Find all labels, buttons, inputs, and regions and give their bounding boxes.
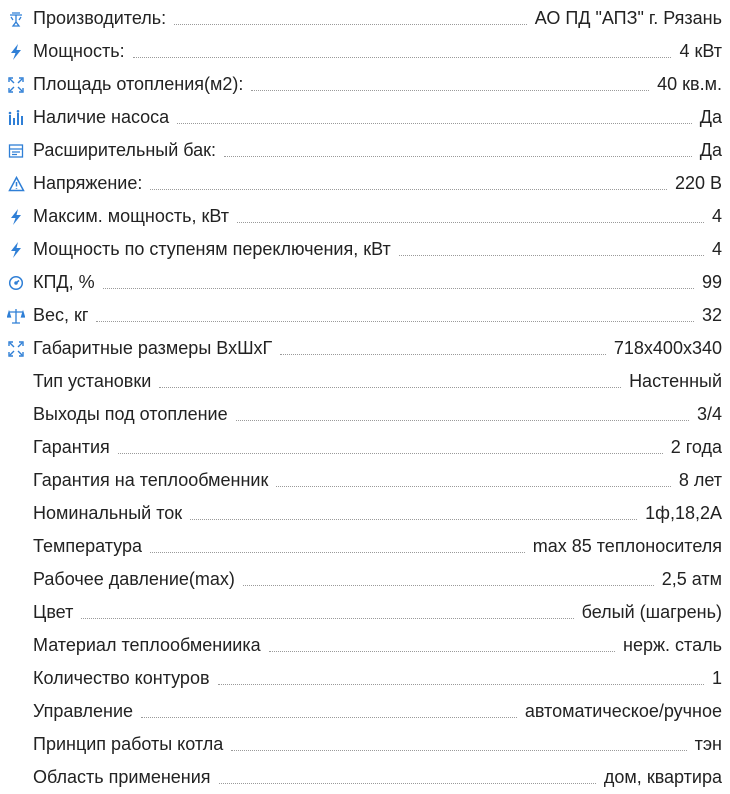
spec-value: Да bbox=[699, 140, 722, 160]
spec-row bbox=[0, 629, 730, 662]
voltage-icon bbox=[5, 174, 27, 194]
spec-row bbox=[0, 662, 730, 695]
spec-row bbox=[0, 431, 730, 464]
spec-label: Количество контуров bbox=[33, 668, 210, 688]
no-icon bbox=[5, 570, 27, 590]
spec-value: Да bbox=[699, 107, 722, 127]
leader-dots bbox=[237, 222, 704, 223]
leader-dots bbox=[141, 717, 517, 718]
spec-label: Производитель: bbox=[33, 8, 167, 28]
no-icon bbox=[5, 471, 27, 491]
leader-dots bbox=[269, 651, 615, 652]
spec-value: 1ф,18,2А bbox=[645, 503, 722, 523]
leader-dots bbox=[150, 189, 667, 190]
spec-label: Гарантия на теплообменник bbox=[33, 470, 269, 490]
no-icon bbox=[5, 372, 27, 392]
no-icon bbox=[5, 504, 27, 524]
no-icon bbox=[5, 702, 27, 722]
spec-value: 4 bbox=[711, 206, 722, 226]
spec-label: Выходы под отопление bbox=[33, 404, 228, 424]
leader-dots bbox=[280, 354, 606, 355]
spec-row bbox=[0, 332, 730, 365]
spec-label: Габаритные размеры ВхШхГ bbox=[33, 338, 273, 358]
expand-icon bbox=[5, 339, 27, 359]
spec-value: 99 bbox=[701, 272, 722, 292]
spec-row bbox=[0, 299, 730, 332]
scales-icon bbox=[5, 306, 27, 326]
no-icon bbox=[5, 669, 27, 689]
leader-dots bbox=[174, 24, 527, 25]
leader-dots bbox=[159, 387, 621, 388]
no-icon bbox=[5, 735, 27, 755]
spec-row bbox=[0, 728, 730, 761]
leader-dots bbox=[219, 783, 596, 784]
leader-dots bbox=[177, 123, 692, 124]
spec-label: Принцип работы котла bbox=[33, 734, 224, 754]
leader-dots bbox=[190, 519, 637, 520]
gauge-icon bbox=[5, 273, 27, 293]
spec-label: КПД, % bbox=[33, 272, 95, 292]
leader-dots bbox=[224, 156, 692, 157]
spec-value: Настенный bbox=[629, 371, 722, 391]
lightning-icon bbox=[5, 207, 27, 227]
no-icon bbox=[5, 768, 27, 788]
spec-row bbox=[0, 167, 730, 200]
spec-row bbox=[0, 2, 730, 35]
lightning-icon bbox=[5, 42, 27, 62]
spec-row bbox=[0, 35, 730, 68]
spec-label: Гарантия bbox=[33, 437, 110, 457]
spec-label: Напряжение: bbox=[33, 173, 143, 193]
no-icon bbox=[5, 636, 27, 656]
spec-row bbox=[0, 134, 730, 167]
spec-row bbox=[0, 497, 730, 530]
leader-dots bbox=[251, 90, 649, 91]
spec-label: Наличие насоса bbox=[33, 107, 170, 127]
no-icon bbox=[5, 537, 27, 557]
spec-value: 1 bbox=[711, 668, 722, 688]
spec-value: белый (шагрень) bbox=[581, 602, 722, 622]
spec-row bbox=[0, 464, 730, 497]
spec-row bbox=[0, 563, 730, 596]
spec-label: Материал теплообмениика bbox=[33, 635, 261, 655]
no-icon bbox=[5, 438, 27, 458]
spec-row bbox=[0, 233, 730, 266]
spec-row bbox=[0, 398, 730, 431]
spec-row bbox=[0, 365, 730, 398]
spec-label: Температура bbox=[33, 536, 143, 556]
spec-label: Управление bbox=[33, 701, 134, 721]
spec-value: дом, квартира bbox=[603, 767, 722, 787]
leader-dots bbox=[231, 750, 686, 751]
spec-value: 8 лет bbox=[678, 470, 722, 490]
spec-row bbox=[0, 761, 730, 794]
leader-dots bbox=[150, 552, 525, 553]
spec-value: автоматическое/ручное bbox=[524, 701, 722, 721]
leader-dots bbox=[118, 453, 663, 454]
spec-label: Максим. мощность, кВт bbox=[33, 206, 230, 226]
spec-value: 2,5 атм bbox=[661, 569, 722, 589]
leader-dots bbox=[399, 255, 704, 256]
leader-dots bbox=[218, 684, 704, 685]
leader-dots bbox=[96, 321, 694, 322]
spec-row bbox=[0, 101, 730, 134]
spec-value: 40 кв.м. bbox=[657, 74, 722, 94]
leader-dots bbox=[236, 420, 689, 421]
leader-dots bbox=[276, 486, 670, 487]
spec-label: Вес, кг bbox=[33, 305, 89, 325]
no-icon bbox=[5, 405, 27, 425]
spec-value: 718х400х340 bbox=[613, 338, 722, 358]
spec-value: 32 bbox=[701, 305, 722, 325]
spec-value: тэн bbox=[694, 734, 722, 754]
spec-label: Тип установки bbox=[33, 371, 152, 391]
spec-value: АО ПД "АПЗ" г. Рязань bbox=[534, 8, 722, 28]
spec-value: 220 В bbox=[674, 173, 722, 193]
spec-row bbox=[0, 266, 730, 299]
expand-icon bbox=[5, 75, 27, 95]
tank-icon bbox=[5, 141, 27, 161]
leader-dots bbox=[103, 288, 694, 289]
spec-value: нерж. сталь bbox=[623, 635, 722, 655]
spec-row bbox=[0, 530, 730, 563]
manufacturer-icon bbox=[5, 9, 27, 29]
leader-dots bbox=[81, 618, 573, 619]
spec-value: 4 кВт bbox=[679, 41, 722, 61]
spec-label: Площадь отопления(м2): bbox=[33, 74, 244, 94]
spec-row bbox=[0, 695, 730, 728]
no-icon bbox=[5, 603, 27, 623]
spec-label: Расширительный бак: bbox=[33, 140, 217, 160]
spec-label: Мощность по ступеням переключения, кВт bbox=[33, 239, 391, 259]
spec-label: Область применения bbox=[33, 767, 211, 787]
spec-row bbox=[0, 200, 730, 233]
spec-label: Рабочее давление(max) bbox=[33, 569, 235, 589]
spec-value: 3/4 bbox=[696, 404, 722, 424]
spec-label: Мощность: bbox=[33, 41, 125, 61]
lightning-icon bbox=[5, 240, 27, 260]
spec-value: 4 bbox=[711, 239, 722, 259]
spec-row bbox=[0, 596, 730, 629]
spec-value: 2 года bbox=[670, 437, 722, 457]
spec-row bbox=[0, 68, 730, 101]
spec-label: Цвет bbox=[33, 602, 74, 622]
spec-value: max 85 теплоносителя bbox=[532, 536, 722, 556]
spec-label: Номинальный ток bbox=[33, 503, 183, 523]
leader-dots bbox=[243, 585, 654, 586]
leader-dots bbox=[133, 57, 672, 58]
pump-icon bbox=[5, 108, 27, 128]
